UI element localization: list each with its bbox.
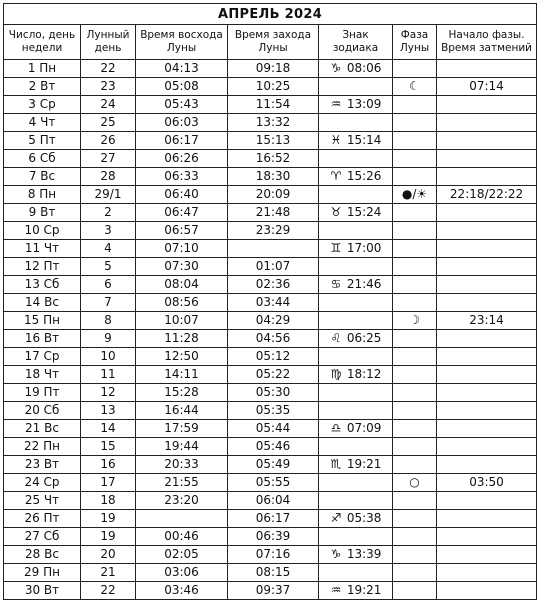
moon-phase-icon: [393, 582, 437, 600]
lunar-day-cell: 16: [81, 456, 136, 474]
moonrise-cell: 06:33: [136, 168, 228, 186]
moonset-cell: 21:48: [228, 204, 319, 222]
moon-phase-icon: ☾: [393, 78, 437, 96]
moonset-cell: [228, 240, 319, 258]
table-row: [4, 204, 537, 222]
zodiac-time: 18:12: [346, 367, 382, 381]
table-row: [4, 456, 537, 474]
moonset-cell: 02:36: [228, 276, 319, 294]
moonset-cell: 20:09: [228, 186, 319, 204]
moonset-cell: 15:13: [228, 132, 319, 150]
zodiac-cell: [319, 294, 393, 312]
zodiac-cell: [319, 240, 393, 258]
phase-start-cell: [437, 546, 537, 564]
day-cell: 28 Вс: [4, 546, 81, 564]
zodiac-cell: [319, 114, 393, 132]
moon-phase-icon: [393, 330, 437, 348]
lunar-day-cell: 15: [81, 438, 136, 456]
day-cell: 24 Ср: [4, 474, 81, 492]
moon-phase-icon: [393, 114, 437, 132]
moonrise-cell: 05:08: [136, 78, 228, 96]
zodiac-sign-icon: ♐: [330, 511, 342, 525]
zodiac-time: 19:21: [346, 583, 382, 597]
moon-phase-icon: [393, 222, 437, 240]
moon-phase-icon: [393, 402, 437, 420]
lunar-day-cell: 10: [81, 348, 136, 366]
zodiac-cell: [319, 492, 393, 510]
table-row: [4, 78, 537, 96]
table-row: [4, 582, 537, 600]
table-row: [4, 150, 537, 168]
zodiac-cell: [319, 456, 393, 474]
zodiac-cell: [319, 276, 393, 294]
header-moonset: Время захода Луны: [228, 25, 319, 60]
moon-phase-icon: [393, 510, 437, 528]
moonrise-cell: 02:05: [136, 546, 228, 564]
header-lunar-day: Лунный день: [81, 25, 136, 60]
moonset-cell: 05:12: [228, 348, 319, 366]
moonset-cell: 06:04: [228, 492, 319, 510]
day-cell: 7 Вс: [4, 168, 81, 186]
phase-start-cell: [437, 168, 537, 186]
header-phase: Фаза Луны: [393, 25, 437, 60]
zodiac-cell: [319, 132, 393, 150]
title-row: [4, 4, 537, 25]
table-row: [4, 186, 537, 204]
lunar-day-cell: 2: [81, 204, 136, 222]
lunar-day-cell: 19: [81, 528, 136, 546]
moonrise-cell: 08:04: [136, 276, 228, 294]
phase-start-cell: [437, 222, 537, 240]
table-row: [4, 438, 537, 456]
moon-phase-icon: [393, 456, 437, 474]
zodiac-sign-icon: ♋: [330, 277, 342, 291]
lunar-day-cell: 26: [81, 132, 136, 150]
table-row: [4, 258, 537, 276]
day-cell: 23 Вт: [4, 456, 81, 474]
zodiac-cell: [319, 420, 393, 438]
zodiac-sign-icon: ♑: [330, 61, 342, 75]
table-row: [4, 366, 537, 384]
moonrise-cell: 07:10: [136, 240, 228, 258]
table-row: [4, 402, 537, 420]
moonrise-cell: 10:07: [136, 312, 228, 330]
day-cell: 6 Сб: [4, 150, 81, 168]
lunar-day-cell: 4: [81, 240, 136, 258]
moonset-cell: 03:44: [228, 294, 319, 312]
moonrise-cell: 05:43: [136, 96, 228, 114]
moonrise-cell: 19:44: [136, 438, 228, 456]
moon-phase-icon: [393, 492, 437, 510]
zodiac-cell: [319, 402, 393, 420]
moonrise-cell: 12:50: [136, 348, 228, 366]
phase-start-cell: [437, 276, 537, 294]
lunar-day-cell: 3: [81, 222, 136, 240]
moonset-cell: 05:44: [228, 420, 319, 438]
lunar-day-cell: 21: [81, 564, 136, 582]
lunar-day-cell: 7: [81, 294, 136, 312]
day-cell: 5 Пт: [4, 132, 81, 150]
phase-start-cell: [437, 492, 537, 510]
zodiac-time: 15:24: [346, 205, 382, 219]
zodiac-cell: [319, 438, 393, 456]
moonrise-cell: 08:56: [136, 294, 228, 312]
lunar-day-cell: 20: [81, 546, 136, 564]
zodiac-sign-icon: ♉: [330, 205, 342, 219]
lunar-day-cell: 24: [81, 96, 136, 114]
moonset-cell: 08:15: [228, 564, 319, 582]
zodiac-sign-icon: ♎: [330, 421, 342, 435]
moon-phase-icon: [393, 564, 437, 582]
lunar-day-cell: 22: [81, 582, 136, 600]
table-row: [4, 348, 537, 366]
moonset-cell: 01:07: [228, 258, 319, 276]
table-row: [4, 114, 537, 132]
day-cell: 20 Сб: [4, 402, 81, 420]
zodiac-cell: [319, 96, 393, 114]
moon-phase-icon: [393, 258, 437, 276]
day-cell: 26 Пт: [4, 510, 81, 528]
zodiac-cell: [319, 330, 393, 348]
zodiac-cell: [319, 60, 393, 78]
moonset-cell: 09:18: [228, 60, 319, 78]
phase-start-cell: [437, 258, 537, 276]
moonrise-cell: 23:20: [136, 492, 228, 510]
zodiac-time: 08:06: [346, 61, 382, 75]
phase-start-cell: [437, 438, 537, 456]
table-row: [4, 96, 537, 114]
moonrise-cell: 14:11: [136, 366, 228, 384]
zodiac-time: 17:00: [346, 241, 382, 255]
phase-start-cell: [437, 348, 537, 366]
zodiac-time: 15:26: [346, 169, 382, 183]
phase-start-cell: [437, 564, 537, 582]
day-cell: 22 Пн: [4, 438, 81, 456]
day-cell: 8 Пн: [4, 186, 81, 204]
phase-start-cell: [437, 510, 537, 528]
table-body: [4, 60, 537, 600]
day-cell: 16 Вт: [4, 330, 81, 348]
moonrise-cell: 06:26: [136, 150, 228, 168]
moon-phase-icon: [393, 294, 437, 312]
moonset-cell: 13:32: [228, 114, 319, 132]
moon-phase-icon: [393, 528, 437, 546]
zodiac-cell: [319, 150, 393, 168]
zodiac-sign-icon: ♒: [330, 97, 342, 111]
moon-phase-icon: [393, 546, 437, 564]
day-cell: 15 Пн: [4, 312, 81, 330]
lunar-day-cell: 18: [81, 492, 136, 510]
table-row: [4, 510, 537, 528]
header-moonrise: Время восхода Луны: [136, 25, 228, 60]
lunar-day-cell: 28: [81, 168, 136, 186]
moon-phase-icon: [393, 366, 437, 384]
moon-phase-icon: [393, 60, 437, 78]
zodiac-cell: [319, 474, 393, 492]
day-cell: 13 Сб: [4, 276, 81, 294]
lunar-day-cell: 6: [81, 276, 136, 294]
lunar-day-cell: 11: [81, 366, 136, 384]
lunar-day-cell: 27: [81, 150, 136, 168]
lunar-day-cell: 25: [81, 114, 136, 132]
moon-phase-icon: [393, 240, 437, 258]
zodiac-cell: [319, 348, 393, 366]
phase-start-cell: [437, 330, 537, 348]
phase-start-cell: [437, 150, 537, 168]
moonrise-cell: 06:57: [136, 222, 228, 240]
moonset-cell: 10:25: [228, 78, 319, 96]
lunar-day-cell: 23: [81, 78, 136, 96]
lunar-day-cell: 8: [81, 312, 136, 330]
zodiac-time: 19:21: [346, 457, 382, 471]
phase-start-cell: [437, 456, 537, 474]
moonrise-cell: 16:44: [136, 402, 228, 420]
phase-start-cell: 23:14: [437, 312, 537, 330]
day-cell: 11 Чт: [4, 240, 81, 258]
zodiac-time: 13:39: [346, 547, 382, 561]
lunar-day-cell: 5: [81, 258, 136, 276]
moonset-cell: 05:30: [228, 384, 319, 402]
table-row: [4, 312, 537, 330]
table-row: [4, 384, 537, 402]
phase-start-cell: 03:50: [437, 474, 537, 492]
zodiac-sign-icon: ♌: [330, 331, 342, 345]
moonset-cell: 11:54: [228, 96, 319, 114]
zodiac-cell: [319, 186, 393, 204]
zodiac-time: 05:38: [346, 511, 382, 525]
moonrise-cell: 04:13: [136, 60, 228, 78]
moonrise-cell: 06:17: [136, 132, 228, 150]
zodiac-cell: [319, 582, 393, 600]
phase-start-cell: [437, 204, 537, 222]
zodiac-cell: [319, 204, 393, 222]
lunar-day-cell: 19: [81, 510, 136, 528]
moon-phase-icon: [393, 420, 437, 438]
moonrise-cell: 06:47: [136, 204, 228, 222]
moonset-cell: 16:52: [228, 150, 319, 168]
moonset-cell: 05:49: [228, 456, 319, 474]
lunar-day-cell: 9: [81, 330, 136, 348]
table-row: [4, 60, 537, 78]
phase-start-cell: [437, 582, 537, 600]
phase-start-cell: [437, 240, 537, 258]
moonrise-cell: 07:30: [136, 258, 228, 276]
zodiac-cell: [319, 564, 393, 582]
header-zodiac: Знак зодиака: [319, 25, 393, 60]
zodiac-sign-icon: ♍: [330, 367, 342, 381]
table-row: [4, 240, 537, 258]
moon-phase-icon: [393, 96, 437, 114]
zodiac-cell: [319, 78, 393, 96]
zodiac-cell: [319, 258, 393, 276]
phase-start-cell: [437, 384, 537, 402]
phase-start-cell: [437, 528, 537, 546]
moonset-cell: 05:22: [228, 366, 319, 384]
zodiac-sign-icon: ♑: [330, 547, 342, 561]
moonrise-cell: 06:40: [136, 186, 228, 204]
moon-phase-icon: [393, 438, 437, 456]
day-cell: 19 Пт: [4, 384, 81, 402]
moonrise-cell: 03:06: [136, 564, 228, 582]
moonset-cell: 04:56: [228, 330, 319, 348]
zodiac-time: 13:09: [346, 97, 382, 111]
table-row: [4, 132, 537, 150]
day-cell: 25 Чт: [4, 492, 81, 510]
moon-phase-icon: ○: [393, 474, 437, 492]
moon-phase-icon: [393, 168, 437, 186]
table-row: [4, 528, 537, 546]
day-cell: 2 Вт: [4, 78, 81, 96]
day-cell: 4 Чт: [4, 114, 81, 132]
zodiac-time: 15:14: [346, 133, 382, 147]
phase-start-cell: [437, 294, 537, 312]
moon-phase-icon: [393, 384, 437, 402]
moonrise-cell: 11:28: [136, 330, 228, 348]
zodiac-sign-icon: ♏: [330, 457, 342, 471]
header-day: Число, день недели: [4, 25, 81, 60]
moon-phase-icon: [393, 348, 437, 366]
zodiac-cell: [319, 510, 393, 528]
zodiac-cell: [319, 366, 393, 384]
zodiac-cell: [319, 384, 393, 402]
table-row: [4, 474, 537, 492]
zodiac-sign-icon: ♈: [330, 169, 342, 183]
moonrise-cell: [136, 510, 228, 528]
phase-start-cell: [437, 132, 537, 150]
day-cell: 10 Ср: [4, 222, 81, 240]
day-cell: 17 Ср: [4, 348, 81, 366]
zodiac-cell: [319, 168, 393, 186]
day-cell: 9 Вт: [4, 204, 81, 222]
table-row: [4, 222, 537, 240]
zodiac-time: 06:25: [346, 331, 382, 345]
table-row: [4, 276, 537, 294]
header-row: [4, 25, 537, 60]
zodiac-sign-icon: ♒: [330, 583, 342, 597]
moonset-cell: 04:29: [228, 312, 319, 330]
day-cell: 30 Вт: [4, 582, 81, 600]
lunar-day-cell: 14: [81, 420, 136, 438]
table-row: [4, 546, 537, 564]
phase-start-cell: [437, 366, 537, 384]
moonset-cell: 09:37: [228, 582, 319, 600]
zodiac-cell: [319, 528, 393, 546]
phase-start-cell: [437, 60, 537, 78]
moonset-cell: 05:46: [228, 438, 319, 456]
moonrise-cell: 21:55: [136, 474, 228, 492]
zodiac-cell: [319, 312, 393, 330]
phase-start-cell: [437, 420, 537, 438]
day-cell: 21 Вс: [4, 420, 81, 438]
day-cell: 14 Вс: [4, 294, 81, 312]
day-cell: 27 Сб: [4, 528, 81, 546]
lunar-calendar-table: [3, 3, 537, 600]
moonset-cell: 23:29: [228, 222, 319, 240]
zodiac-sign-icon: ♊: [330, 241, 342, 255]
moonset-cell: 06:17: [228, 510, 319, 528]
table-row: [4, 294, 537, 312]
moonrise-cell: 00:46: [136, 528, 228, 546]
day-cell: 1 Пн: [4, 60, 81, 78]
moonset-cell: 06:39: [228, 528, 319, 546]
moonset-cell: 07:16: [228, 546, 319, 564]
day-cell: 29 Пн: [4, 564, 81, 582]
lunar-day-cell: 12: [81, 384, 136, 402]
moonset-cell: 05:55: [228, 474, 319, 492]
moon-phase-icon: ☽: [393, 312, 437, 330]
lunar-day-cell: 13: [81, 402, 136, 420]
moon-phase-icon: [393, 276, 437, 294]
zodiac-time: 07:09: [346, 421, 382, 435]
table-row: [4, 168, 537, 186]
day-cell: 3 Ср: [4, 96, 81, 114]
moonrise-cell: 03:46: [136, 582, 228, 600]
lunar-day-cell: 29/1: [81, 186, 136, 204]
calendar-container: [3, 3, 537, 600]
table-row: [4, 420, 537, 438]
day-cell: 12 Пт: [4, 258, 81, 276]
table-row: [4, 492, 537, 510]
zodiac-cell: [319, 222, 393, 240]
zodiac-time: 21:46: [346, 277, 382, 291]
phase-start-cell: [437, 96, 537, 114]
moonrise-cell: 17:59: [136, 420, 228, 438]
moonset-cell: 05:35: [228, 402, 319, 420]
moon-phase-icon: ●/☀: [393, 186, 437, 204]
moonrise-cell: 06:03: [136, 114, 228, 132]
table-row: [4, 564, 537, 582]
zodiac-sign-icon: ♓: [330, 133, 342, 147]
table-title: АПРЕЛЬ 2024: [4, 4, 537, 25]
day-cell: 18 Чт: [4, 366, 81, 384]
phase-start-cell: [437, 114, 537, 132]
moon-phase-icon: [393, 132, 437, 150]
moonrise-cell: 20:33: [136, 456, 228, 474]
moon-phase-icon: [393, 150, 437, 168]
phase-start-cell: 07:14: [437, 78, 537, 96]
moonset-cell: 18:30: [228, 168, 319, 186]
header-phase-start: Начало фазы. Время затмений: [437, 25, 537, 60]
lunar-day-cell: 17: [81, 474, 136, 492]
table-row: [4, 330, 537, 348]
moon-phase-icon: [393, 204, 437, 222]
zodiac-cell: [319, 546, 393, 564]
phase-start-cell: [437, 402, 537, 420]
lunar-day-cell: 22: [81, 60, 136, 78]
moonrise-cell: 15:28: [136, 384, 228, 402]
phase-start-cell: 22:18/22:22: [437, 186, 537, 204]
